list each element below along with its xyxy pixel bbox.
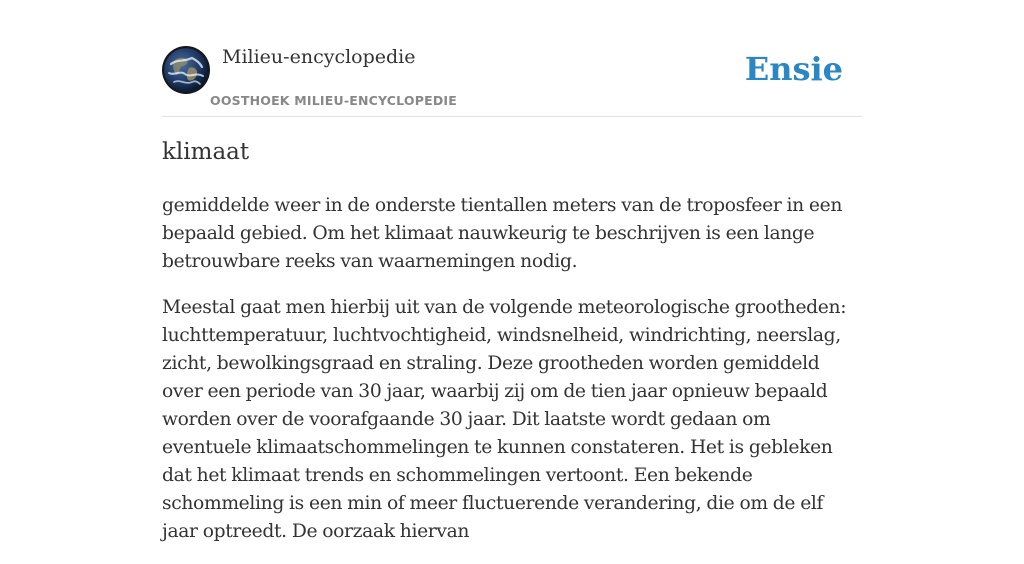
explanation-paragraph: Meestal gaat men hierbij uit van de volgende meteorologische grootheden: luchttemperatuur, luchtvochtigheid, windsnelheid, windrichting, neerslag, zicht, bewolkingsgraad en straling. Deze grootheden worden gemiddeld over een periode van 30 jaar, waarbij zij om de tien jaar opnieuw bepaald worden over de voorafgaande 30 jaar. Dit laatste wordt gedaan om eventuele klimaatschommelingen te kunnen constateren. Het is gebleken dat het klimaat trends en schommelingen vertoont. Een bekende schommeling is een min of meer fluctuerende verandering, die om de elf jaar optreedt. De oorzaak hiervan xyxy=(162,297,847,542)
earth-globe-icon[interactable] xyxy=(162,46,210,94)
definition-paragraph: gemiddelde weer in de onderste tientallen meters van de troposfeer in een bepaald gebied. Om het klimaat nauwkeurig te beschrijven is een lange betrouwbare reeks van waarnemingen nodig. xyxy=(162,195,843,272)
source-header xyxy=(162,46,862,117)
page-title: klimaat xyxy=(162,139,250,165)
source-subtitle[interactable]: OOSTHOEK MILIEU-ENCYCLOPEDIE xyxy=(210,93,457,108)
article-body xyxy=(162,192,862,564)
brand-logo[interactable]: Ensie xyxy=(744,50,843,88)
source-title[interactable]: Milieu-encyclopedie xyxy=(222,46,416,68)
